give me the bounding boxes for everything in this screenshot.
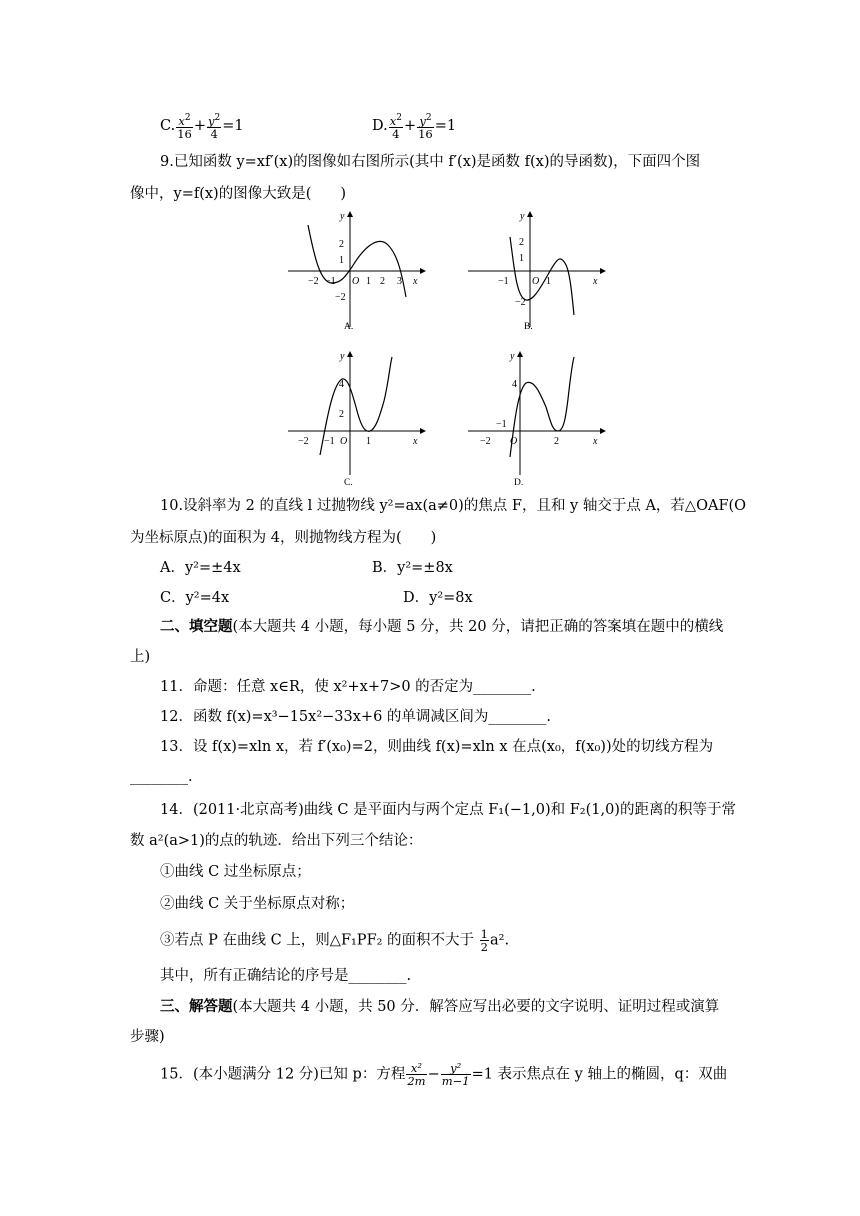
graph-d-tick-y4: 4 [512,379,517,390]
graph-c-x-label: x [413,436,418,447]
q13-line2: ________. [130,769,193,785]
graph-b-tick-y1: 1 [519,253,524,264]
q14-conclusion2: ②曲线 C 关于坐标原点对称； [160,896,355,912]
graph-a [280,205,430,335]
q14-conclusion1: ①曲线 C 过坐标原点； [160,864,311,880]
q14-prefix: 14．(2011· [160,802,241,818]
q10-line1: 10.设斜率为 2 的直线 l 过抛物线 y²=ax(a≠0)的焦点 F，且和 y 轴交于点 A，若△OAF(O [160,498,747,514]
q14-c3-tail: a². [490,932,510,949]
option-d-eq: =1 [434,117,457,134]
graph-d-x-label: x [593,436,598,447]
graph-a-tick-y1: 1 [339,255,344,266]
q10-line2: 为坐标原点)的面积为 4，则抛物线方程为( ) [130,530,437,546]
q9-line2: 像中，y=f(x)的图像大致是( ) [130,186,347,202]
q10-option-c: C．y²=4x [160,590,230,606]
q9-line1: 9.已知函数 y=xf′(x)的图像如右图所示(其中 f′(x)是函数 f(x)的导函数)，下面四个图 [160,154,701,170]
q10-option-d: D．y²=8x [403,590,473,606]
section2-desc2: 上) [130,649,151,665]
q11: 11．命题：任意 x∈R，使 x²+x+7>0 的否定为________. [160,679,536,695]
option-c-label: C. [160,117,176,134]
graph-b-tick-y2: 2 [519,237,524,248]
q14-source: 北京高考 [240,802,299,818]
graph-b [460,205,610,335]
q14-c3-fraction: $\frac{1}{2}$ [480,927,488,954]
graph-b-tick-xm1: −1 [498,276,509,287]
graph-a-tick-x2: 2 [380,276,385,287]
q10-option-b: B．y²=±8x [372,560,453,576]
option-c-frac1: $\frac{x^2}{16}$ [177,113,192,141]
section3-desc2: 步骤) [130,1029,165,1045]
section2-line1 [160,617,723,637]
graph-d-tick-xm2: −2 [480,436,491,447]
q14-ask: 其中，所有正确结论的序号是________. [160,968,412,984]
graph-d-tick-ym1: −1 [496,419,507,430]
graph-a-tick-ym2: −2 [335,292,346,303]
section3-desc1: (本大题共 4 小题，共 50 分．解答应写出必要的文字说明、证明过程或演算 [232,999,720,1015]
q15-frac2: $\frac{\text{y²}}{m-1}$ [441,1061,470,1088]
graph-b-tick-ym2: −2 [515,297,526,308]
graph-a-x-label: x [413,276,418,287]
option-d-frac1: $\frac{x^2}{4}$ [389,113,402,141]
q12: 12．函数 f(x)=x³−15x²−33x+6 的单调减区间为________. [160,709,552,725]
graph-c-tick-y4: 4 [339,379,344,390]
graph-d-tick-x2: 2 [554,436,559,447]
graph-a-tick-xm2: −2 [308,276,319,287]
graph-c-tick-x1: 1 [366,436,371,447]
option-c-frac2: $\frac{y^2}{4}$ [207,113,221,141]
graph-b-y-label: y [520,211,525,222]
option-d-frac2: $\frac{y^2}{16}$ [418,113,433,141]
graph-d-y-label: y [510,351,515,362]
option-c [160,112,244,140]
q15-minus: − [427,1066,440,1083]
graph-c-y-label: y [340,351,345,362]
q10-option-a: A．y²=±4x [160,560,241,576]
graph-a-tick-y2: 2 [339,239,344,250]
graph-c [280,345,430,490]
section2-desc1: (本大题共 4 小题，每小题 5 分，共 20 分，请把正确的答案填在题中的横线 [232,619,724,635]
graph-a-tick-x1: 1 [366,276,371,287]
q15-frac1: $\frac{\text{x²}}{2m}$ [407,1061,426,1088]
section3-heading: 三、解答题 [160,999,233,1015]
graph-c-tick-xm1: −1 [324,436,335,447]
q14-line2: 数 a²(a>1)的点的轨迹．给出下列三个结论： [130,833,423,849]
q13-line1: 13．设 f(x)=xln x，若 f′(x₀)=2，则曲线 f(x)=xln x 在点(x₀，f(x₀))处的切线方程为 [160,739,714,755]
graph-b-x-label: x [593,276,598,287]
graph-d-origin: O [510,436,518,447]
section3-line1 [160,997,719,1017]
option-c-eq: =1 [222,117,244,134]
q15-prefix: 15．(本小题满分 12 分)已知 p：方程 [160,1066,406,1083]
graph-c-caption: C. [344,478,353,488]
q14-conclusion3 [160,928,509,953]
q15-line1 [160,1062,727,1087]
option-d [372,112,456,140]
q15-suffix: =1 表示焦点在 y 轴上的椭圆，q：双曲 [471,1066,728,1083]
section2-heading: 二、填空题 [160,619,233,635]
graph-a-origin: O [352,276,360,287]
option-d-plus: + [403,117,417,134]
graph-d [460,345,610,490]
graph-a-tick-x3: 3 [397,276,402,287]
graph-b-caption: B. [524,322,533,332]
graph-d-caption: D. [514,478,524,488]
graph-a-tick-xm1: −1 [325,276,336,287]
option-c-plus: + [193,117,206,134]
q14-rest: )曲线 C 是平面内与两个定点 F₁(−1,0)和 F₂(1,0)的距离的积等于常 [298,802,736,818]
graph-c-origin: O [340,436,348,447]
graph-c-tick-xm2: −2 [298,436,309,447]
graph-a-y-label: y [340,211,345,222]
graph-c-tick-y2: 2 [339,409,344,420]
graph-a-caption: A. [344,322,354,332]
q14-c3-text: ③若点 P 在曲线 C 上，则△F₁PF₂ 的面积不大于 [160,932,475,949]
graph-b-origin: O [532,276,540,287]
option-d-label: D. [372,117,388,134]
graph-b-tick-x1: 1 [546,276,551,287]
q14-line1 [160,800,736,820]
